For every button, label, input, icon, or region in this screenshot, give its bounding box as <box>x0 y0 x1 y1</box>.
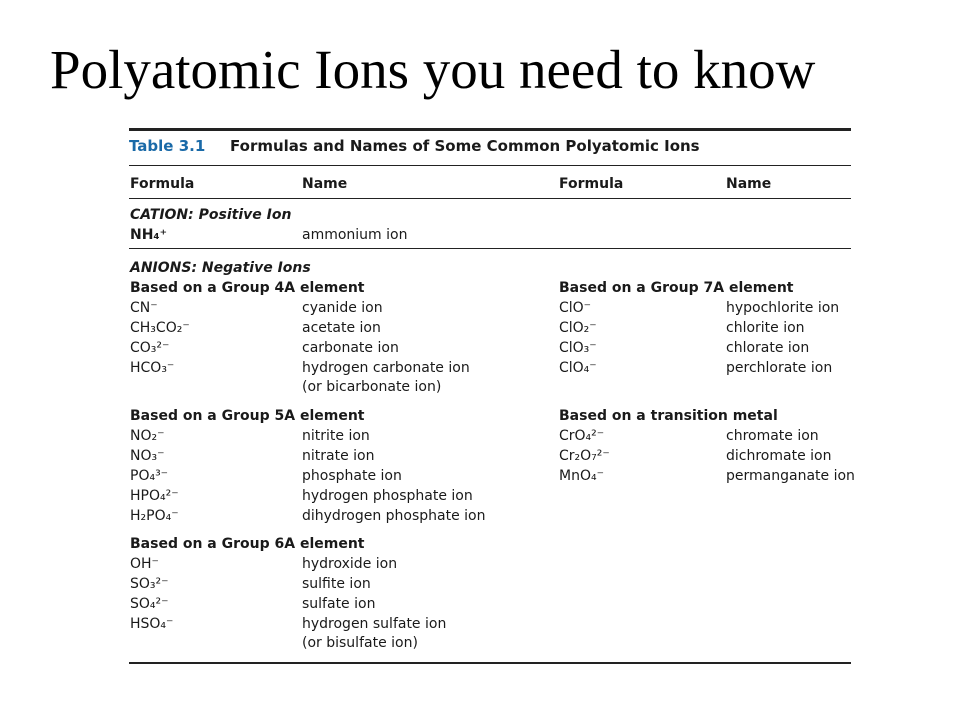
header-rule <box>129 198 851 199</box>
bottom-rule <box>129 662 851 664</box>
tm-name-2: permanganate ion <box>726 468 855 484</box>
cation-name: ammonium ion <box>302 227 408 243</box>
cation-heading: CATION: Positive Ion <box>130 207 292 223</box>
g7a-formula-0: ClO⁻ <box>559 300 592 316</box>
table-label: Table 3.1 <box>129 137 206 155</box>
g6a-formula-1: SO₃²⁻ <box>130 576 169 592</box>
tm-name-0: chromate ion <box>726 428 819 444</box>
g7a-formula-2: ClO₃⁻ <box>559 340 597 356</box>
g4a-formula-3: HCO₃⁻ <box>130 360 175 376</box>
g6a-formula-3: HSO₄⁻ <box>130 616 174 632</box>
g5a-formula-2: PO₄³⁻ <box>130 468 169 484</box>
g7a-formula-3: ClO₄⁻ <box>559 360 597 376</box>
header-formula-left: Formula <box>130 176 195 192</box>
g6a-formula-0: OH⁻ <box>130 556 159 572</box>
tm-formula-2: MnO₄⁻ <box>559 468 604 484</box>
table-caption: Formulas and Names of Some Common Polyatomic Ions <box>230 137 700 155</box>
g5a-name-0: nitrite ion <box>302 428 370 444</box>
caption-rule <box>129 165 851 166</box>
g6a-name-2: sulfate ion <box>302 596 376 612</box>
g4a-name-2: carbonate ion <box>302 340 399 356</box>
tm-formula-0: CrO₄²⁻ <box>559 428 605 444</box>
anions-heading: ANIONS: Negative Ions <box>130 260 311 276</box>
g6a-name-0: hydroxide ion <box>302 556 398 572</box>
g4a-name-3: hydrogen carbonate ion <box>302 360 470 376</box>
g4a-name-1: acetate ion <box>302 320 381 336</box>
group-5a-heading: Based on a Group 5A element <box>130 408 365 424</box>
g5a-formula-4: H₂PO₄⁻ <box>130 508 179 524</box>
header-name-left: Name <box>302 176 348 192</box>
g4a-formula-0: CN⁻ <box>130 300 158 316</box>
g5a-formula-1: NO₃⁻ <box>130 448 165 464</box>
g6a-formula-2: SO₄²⁻ <box>130 596 169 612</box>
g6a-name-note-3: (or bisulfate ion) <box>302 635 418 651</box>
slide-title: Polyatomic Ions you need to know <box>50 39 816 100</box>
top-rule <box>129 128 851 131</box>
polyatomic-ions-table <box>129 128 855 664</box>
g4a-formula-1: CH₃CO₂⁻ <box>130 320 190 336</box>
g6a-name-1: sulfite ion <box>302 576 371 592</box>
g4a-name-0: cyanide ion <box>302 300 383 316</box>
g7a-name-1: chlorite ion <box>726 320 805 336</box>
cation-formula: NH₄⁺ <box>130 227 167 243</box>
g4a-name-note-3: (or bicarbonate ion) <box>302 379 442 395</box>
g5a-formula-3: HPO₄²⁻ <box>130 488 179 504</box>
g5a-name-4: dihydrogen phosphate ion <box>302 508 486 524</box>
g7a-name-0: hypochlorite ion <box>726 300 840 316</box>
group-6a-heading: Based on a Group 6A element <box>130 536 365 552</box>
cation-rule <box>129 248 851 249</box>
g7a-formula-1: ClO₂⁻ <box>559 320 597 336</box>
g4a-formula-2: CO₃²⁻ <box>130 340 170 356</box>
group-4a-heading: Based on a Group 4A element <box>130 280 365 296</box>
g5a-name-3: hydrogen phosphate ion <box>302 488 473 504</box>
g5a-name-1: nitrate ion <box>302 448 375 464</box>
header-name-right: Name <box>726 176 772 192</box>
g7a-name-2: chlorate ion <box>726 340 810 356</box>
transition-metal-heading: Based on a transition metal <box>559 408 778 424</box>
g7a-name-3: perchlorate ion <box>726 360 833 376</box>
g5a-name-2: phosphate ion <box>302 468 402 484</box>
g6a-name-3: hydrogen sulfate ion <box>302 616 447 632</box>
tm-formula-1: Cr₂O₇²⁻ <box>559 448 610 464</box>
tm-name-1: dichromate ion <box>726 448 832 464</box>
g5a-formula-0: NO₂⁻ <box>130 428 165 444</box>
group-7a-heading: Based on a Group 7A element <box>559 280 794 296</box>
header-formula-right: Formula <box>559 176 624 192</box>
